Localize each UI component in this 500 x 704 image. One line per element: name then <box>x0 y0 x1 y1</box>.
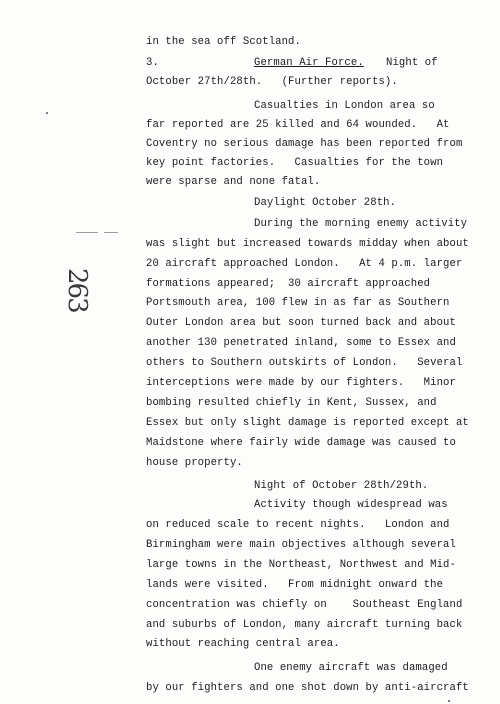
text-line: key point factories. Casualties for the town <box>146 157 444 169</box>
page-speck <box>46 112 48 114</box>
text-line: far reported are 25 killed and 64 wounded. At <box>146 119 450 131</box>
text-line: Birmingham were main objectives although several <box>146 539 456 551</box>
text-line: Coventry no serious damage has been reported from <box>146 138 463 150</box>
text-line: by our fighters and one shot down by anti-aircraft <box>146 682 469 694</box>
text-line: lands were visited. From midnight onward the <box>146 579 444 591</box>
text-line: Portsmouth area, 100 flew in as far as Southern <box>146 297 450 309</box>
text-line: Maidstone where fairly wide damage was caused to <box>146 437 456 449</box>
margin-dash <box>76 232 98 233</box>
subheading: Night of October 28th/29th. <box>254 480 429 492</box>
text-line: was slight but increased towards midday when about <box>146 238 469 250</box>
text-line: 20 aircraft approached London. At 4 p.m. larger <box>146 258 463 270</box>
text-line: large towns in the Northeast, Northwest and Mid- <box>146 559 456 571</box>
margin-dash <box>104 232 118 233</box>
paragraph-start: Casualties in London area so <box>254 100 435 112</box>
text-line: Essex but only slight damage is reported except at <box>146 417 469 429</box>
section-number: 3. <box>146 57 159 69</box>
text-line: bombing resulted chiefly in Kent, Sussex, and <box>146 397 437 409</box>
text-line: without reaching central area. <box>146 638 340 650</box>
text-line: Outer London area but soon turned back and about <box>146 317 456 329</box>
subheading: Daylight October 28th. <box>254 197 397 209</box>
text-line: interceptions were made by our fighters. Minor <box>146 377 456 389</box>
text-line: others to Southern outskirts of London. Several <box>146 357 463 369</box>
text-line: October 27th/28th. (Further reports). <box>146 76 398 88</box>
text-line: in the sea off Scotland. <box>146 36 301 48</box>
handwritten-page-number: 263 <box>62 268 92 312</box>
text-line: formations appeared; 30 aircraft approached <box>146 278 431 290</box>
section-heading: German Air Force. <box>254 57 364 69</box>
paragraph-start: One enemy aircraft was damaged <box>254 662 448 674</box>
paragraph-start: Activity though widespread was <box>254 499 448 511</box>
text-line: Night of <box>386 57 438 69</box>
page-speck <box>448 700 450 702</box>
text-line: on reduced scale to recent nights. London and <box>146 519 450 531</box>
paragraph-start: During the morning enemy activity <box>254 218 468 230</box>
text-line: concentration was chiefly on Southeast England <box>146 599 463 611</box>
text-line: another 130 penetrated inland, some to Essex and <box>146 337 456 349</box>
text-line: were sparse and none fatal. <box>146 176 321 188</box>
text-line: house property. <box>146 457 243 469</box>
text-line: and suburbs of London, many aircraft turning back <box>146 619 463 631</box>
